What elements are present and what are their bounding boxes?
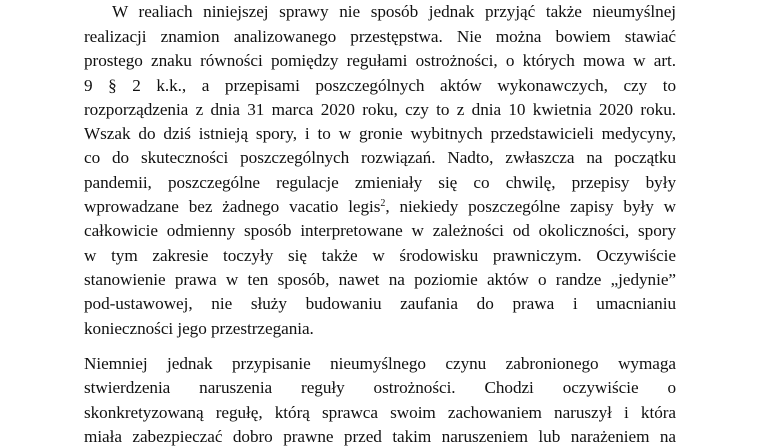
text-line: stanowienie prawa w ten sposób, nawet na poziomie aktów o randze „jedynie”	[84, 270, 676, 289]
text-line-with-footnote	[84, 196, 676, 218]
text-line: 9 § 2 k.k., a przepisami poszczególnych aktów wykonawczych, czy to	[84, 76, 676, 95]
text-line: konieczności jego przestrzegania.	[84, 319, 314, 338]
text-line-head: wprowadzane bez żadnego vacatio legis	[84, 197, 381, 216]
text-line: Niemniej jednak przypisanie nieumyślnego czynu zabronionego wymaga	[84, 354, 676, 373]
text-line: Wszak do dziś istnieją spory, i to w gronie wybitnych przedstawicieli medycyny,	[84, 124, 676, 143]
text-line: prostego znaku równości pomiędzy regułami ostrożności, o których mowa w art.	[84, 51, 676, 70]
text-line: rozporządzenia z dnia 31 marca 2020 roku, czy to z dnia 10 kwietnia 2020 roku.	[84, 100, 676, 119]
footnote-marker: 2	[380, 198, 386, 209]
text-line: co do skuteczności poszczególnych rozwiązań. Nadto, zwłaszcza na początku	[84, 148, 676, 167]
text-line: miała zabezpieczać dobro prawne przed takim naruszeniem lub narażeniem na	[84, 427, 676, 446]
text-line: realizacji znamion analizowanego przestępstwa. Nie można bowiem stawiać	[84, 27, 676, 46]
text-line: pod-ustawowej, nie służy budowaniu zaufania do prawa i umacnianiu	[84, 294, 676, 313]
text-line: całkowicie odmienny sposób interpretowane w zależności od okoliczności, spory	[84, 221, 676, 240]
text-line-tail: , niekiedy poszczególne zapisy były w	[385, 197, 676, 216]
text-line: w tym zakresie toczyły się także w środowisku prawniczym. Oczywiście	[84, 246, 676, 265]
text-line: stwierdzenia naruszenia reguły ostrożności. Chodzi oczywiście o	[84, 378, 676, 397]
text-line: skonkretyzowaną regułę, którą sprawca swoim zachowaniem naruszył i która	[84, 403, 676, 422]
text-line: pandemii, poszczególne regulacje zmieniały się co chwilę, przepisy były	[84, 173, 676, 192]
text-line: W realiach niniejszej sprawy nie sposób jednak przyjąć także nieumyślnej	[112, 2, 676, 21]
